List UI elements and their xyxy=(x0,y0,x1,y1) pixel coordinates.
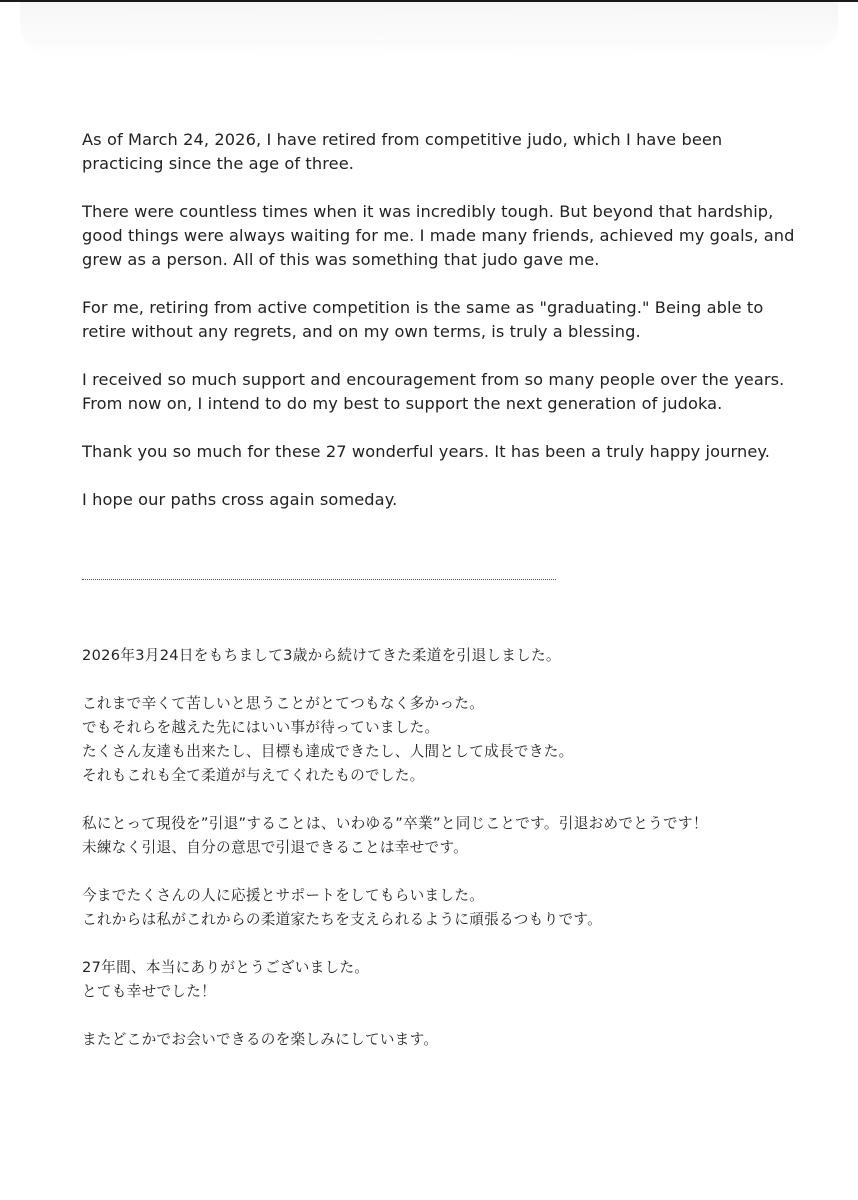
text-line: For me, retiring from active competition is the same as "graduating." Being able to retire xyxy=(82,298,764,341)
text-line: たくさん友達も出来たし、目標も達成できたし、人間として成長できた。 xyxy=(82,743,574,760)
english-paragraph-3 xyxy=(82,296,802,344)
text-line: I received so much support and encouragement from so many people over the years. xyxy=(82,370,785,389)
text-line: これからは私がこれからの柔道家たちを支えられるように頑張るつもりです。 xyxy=(82,911,602,928)
text-line: grew as a person. All of this was something that judo gave me. xyxy=(82,250,600,269)
english-statement xyxy=(82,128,802,536)
japanese-statement xyxy=(82,644,802,1076)
text-line: とても幸せでした！ xyxy=(82,983,217,1000)
text-line: 2026年3月24日をもちまして3歳から続けてきた柔道を引退しました。 xyxy=(82,647,561,664)
japanese-paragraph-6 xyxy=(82,1028,802,1052)
text-line: 27年間、本当にありがとうございました。 xyxy=(82,959,370,976)
text-line: without any regrets, and on my own terms, is truly a blessing. xyxy=(131,322,641,341)
text-line: 未練なく引退、自分の意思で引退できることは幸せです。 xyxy=(82,839,469,856)
text-line: それもこれも全て柔道が与えてくれたものでした。 xyxy=(82,767,425,784)
text-line: 私にとって現役を”引退”することは、いわゆる”卒業”と同じことです。引退おめでとうです！ xyxy=(82,815,708,832)
text-line: I hope our paths cross again someday. xyxy=(82,490,398,509)
page-shadow xyxy=(20,2,838,62)
japanese-paragraph-2 xyxy=(82,692,802,788)
text-line: でもそれらを越えた先にはいい事が待っていました。 xyxy=(82,719,440,736)
text-line: As of March 24, 2026, I have retired from competitive judo, which I have been xyxy=(82,130,723,149)
dotted-divider xyxy=(82,579,556,580)
text-line: 今までたくさんの人に応援とサポートをしてもらいました。 xyxy=(82,887,485,904)
japanese-paragraph-3 xyxy=(82,812,802,860)
text-line: There were countless times when it was incredibly tough. But beyond that hardship, xyxy=(82,202,774,221)
text-line: From now on, I intend to do my best to support the next generation of judoka. xyxy=(82,394,723,413)
text-line: またどこかでお会いできるのを楽しみにしています。 xyxy=(82,1031,439,1048)
japanese-paragraph-1 xyxy=(82,644,802,668)
english-paragraph-4 xyxy=(82,368,802,416)
english-paragraph-1 xyxy=(82,128,802,176)
japanese-paragraph-4 xyxy=(82,884,802,932)
text-line: good things were always waiting for me. I made many friends, achieved my goals, and xyxy=(82,226,795,245)
japanese-paragraph-5 xyxy=(82,956,802,1004)
text-line: Thank you so much for these 27 wonderful years. It has been a truly happy journey. xyxy=(82,442,771,461)
text-line: practicing since the age of three. xyxy=(82,154,354,173)
english-paragraph-6 xyxy=(82,488,802,512)
english-paragraph-2 xyxy=(82,200,802,272)
english-paragraph-5 xyxy=(82,440,802,464)
text-line: これまで辛くて苦しいと思うことがとてつもなく多かった。 xyxy=(82,695,485,712)
